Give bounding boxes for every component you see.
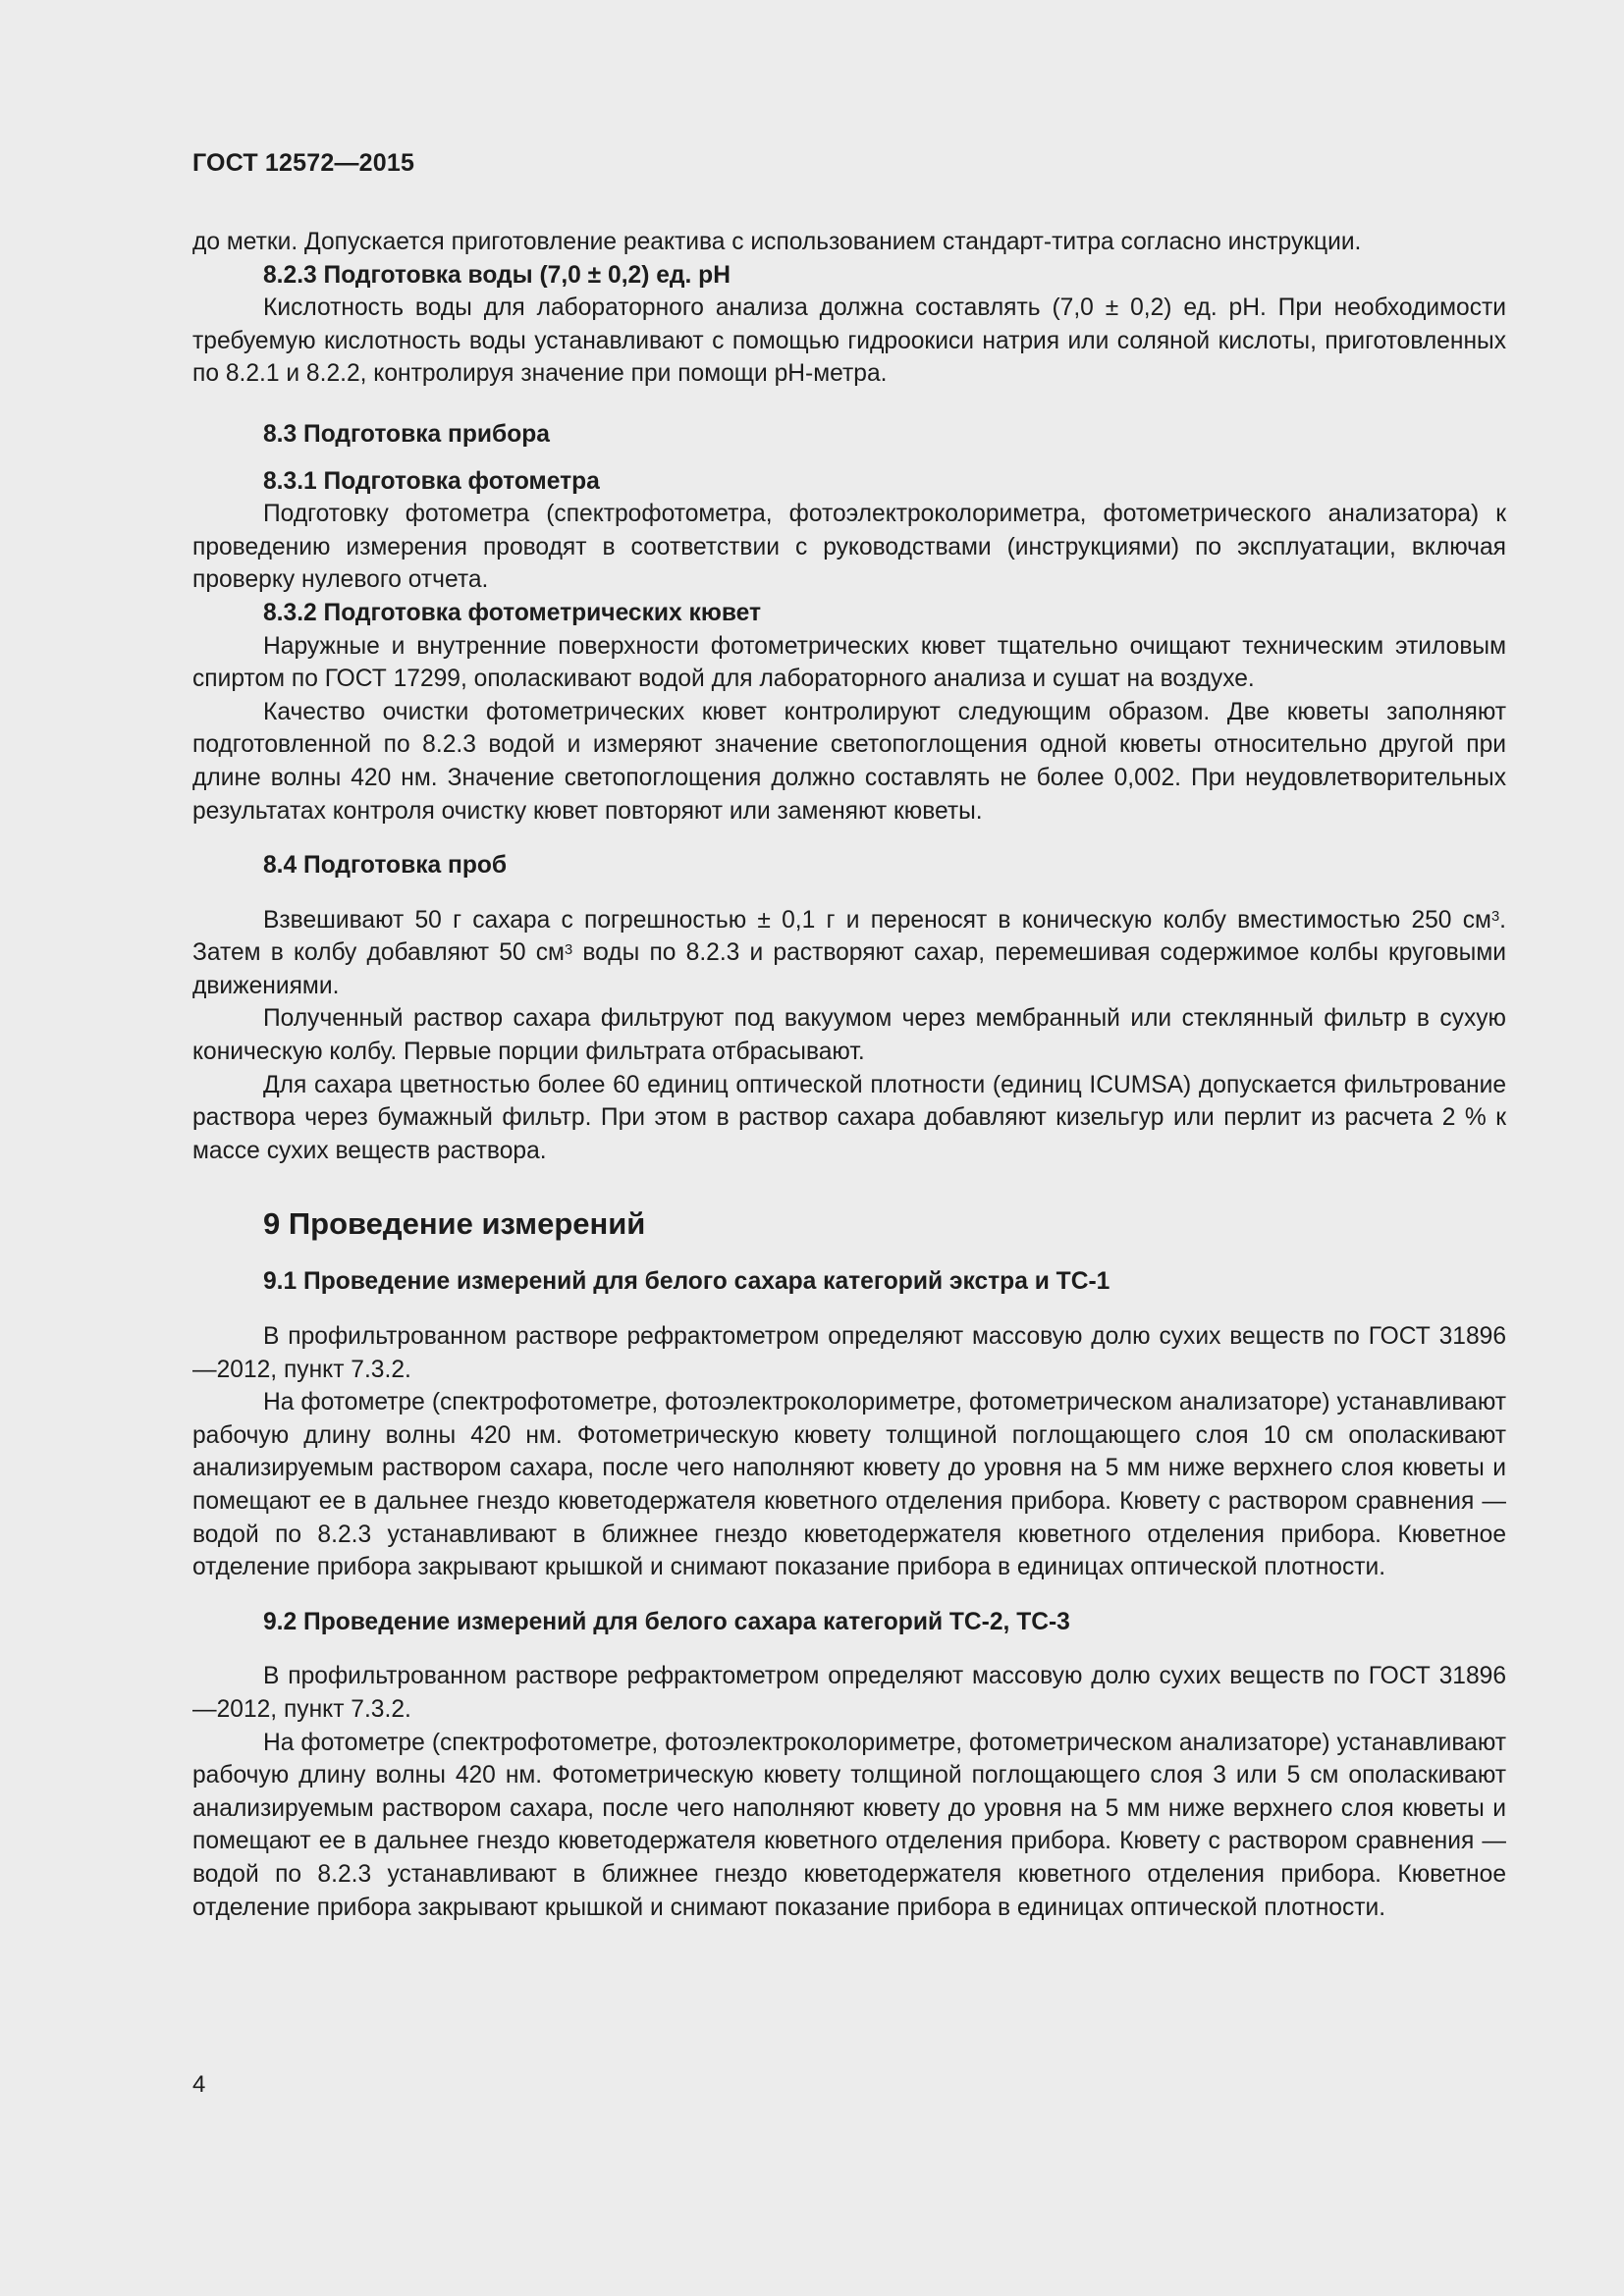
paragraph-8-3-2-a: Наружные и внутренние поверхности фотометрических кювет тщательно очищают техническим этиловым спиртом по ГОСТ 17299, ополаскивают водой для лабораторного анализа и сушат на воздухе.	[192, 632, 1506, 693]
superscript-cubic: 3	[1490, 909, 1500, 926]
heading-9-1: 9.1 Проведение измерений для белого сахара категорий экстра и ТС-1	[263, 1268, 1110, 1296]
heading-8-3-1: 8.3.1 Подготовка фотометра	[263, 467, 600, 495]
page-number: 4	[192, 2071, 206, 2098]
paragraph-9-2-b: На фотометре (спектрофотометре, фотоэлектроколориметре, фотометрическом анализаторе) устанавливают рабочую длину волны 420 нм. Фотометрическую кювету толщиной поглощающего слоя 3 или 5 см ополаскивают анализируемым раствором сахара, после чего наполняют кювету до уровня на 5 мм ниже верхнего слоя кюветы и помещают ее в дальнее гнездо кюветодержателя кюветного отделения прибора. Кювету с раствором сравнения — водой по 8.2.3 устанавливают в ближнее гнездо кюветодержателя кюветного отделения прибора. Кюветное отделение прибора закрывают крышкой и снимают показание прибора в единицах оптической плотности.	[192, 1729, 1506, 1921]
paragraph-8-4-b: Полученный раствор сахара фильтруют под вакуумом через мембранный или стеклянный фильтр в сухую коническую колбу. Первые порции фильтрата отбрасывают.	[192, 1005, 1506, 1066]
paragraph-8-2-3: Кислотность воды для лабораторного анализа должна составлять (7,0 ± 0,2) ед. pH. При необходимости требуемую кислотность воды устанавливают с помощью гидроокиси натрия или соляной кислоты, приготовленных по 8.2.1 и 8.2.2, контролируя значение при помощи pH-метра.	[192, 294, 1506, 388]
heading-8-4: 8.4 Подготовка проб	[263, 852, 508, 880]
heading-8-3-2: 8.3.2 Подготовка фотометрических кювет	[263, 599, 762, 626]
paragraph-8-4-a: Взвешивают 50 г сахара с погрешностью ± 0,1 г и переносят в коническую колбу вместимостью 250 $см^3$. Затем в колбу добавляют 50 $см^3$ воды по 8.2.3 и растворяют сахар, перемешивая содержимое колбы круговыми движениями.	[192, 906, 1506, 999]
paragraph-9-2-a: В профильтрованном растворе рефрактометром определяют массовую долю сухих веществ по ГОСТ 31896—2012, пункт 7.3.2.	[192, 1663, 1506, 1723]
document-code-header: ГОСТ 12572—2015	[192, 149, 415, 177]
paragraph-9-1-b: На фотометре (спектрофотометре, фотоэлектроколориметре, фотометрическом анализаторе) устанавливают рабочую длину волны 420 нм. Фотометрическую кювету толщиной поглощающего слоя 10 см ополаскивают анализируемым раствором сахара, после чего наполняют кювету до уровня на 5 мм ниже верхнего слоя кюветы и помещают ее в дальнее гнездо кюветодержателя кюветного отделения прибора. Кювету с раствором сравнения — водой по 8.2.3 устанавливают в ближнее гнездо кюветодержателя кюветного отделения прибора. Кюветное отделение прибора закрывают крышкой и снимают показание прибора в единицах оптической плотности.	[192, 1389, 1506, 1581]
paragraph-8-4-c: Для сахара цветностью более 60 единиц оптической плотности (единиц ICUMSA) допускается фильтрование раствора через бумажный фильтр. При этом в раствор сахара добавляют кизельгур или перлит из расчета 2 % к массе сухих веществ раствора.	[192, 1071, 1506, 1164]
paragraph-9-1-a: В профильтрованном растворе рефрактометром определяют массовую долю сухих веществ по ГОСТ 31896—2012, пункт 7.3.2.	[192, 1323, 1506, 1383]
section-heading-9: 9 Проведение измерений	[263, 1206, 646, 1242]
paragraph-8-3-2-b: Качество очистки фотометрических кювет контролируют следующим образом. Две кюветы заполняют подготовленной по 8.2.3 водой и измеряют значение светопоглощения одной кюветы относительно другой при длине волны 420 нм. Значение светопоглощения должно составлять не более 0,002. При неудовлетворительных результатах контроля очистку кювет повторяют или заменяют кюветы.	[192, 698, 1506, 825]
paragraph-8-3-1: Подготовку фотометра (спектрофотометра, фотоэлектроколориметра, фотометрического анализатора) к проведению измерения проводят в соответствии с руководствами (инструкциями) по эксплуатации, включая проверку нулевого отчета.	[192, 501, 1506, 594]
heading-9-2: 9.2 Проведение измерений для белого сахара категорий ТС-2, ТС-3	[263, 1608, 1070, 1635]
heading-8-2-3: 8.2.3 Подготовка воды (7,0 ± 0,2) ед. pH	[263, 261, 731, 289]
heading-8-3: 8.3 Подготовка прибора	[263, 420, 550, 448]
paragraph-continuation: до метки. Допускается приготовление реактива с использованием стандарт-титра согласно инструкции.	[192, 229, 1362, 255]
page-body	[192, 145, 1506, 1924]
superscript-cubic: 3	[564, 941, 573, 958]
